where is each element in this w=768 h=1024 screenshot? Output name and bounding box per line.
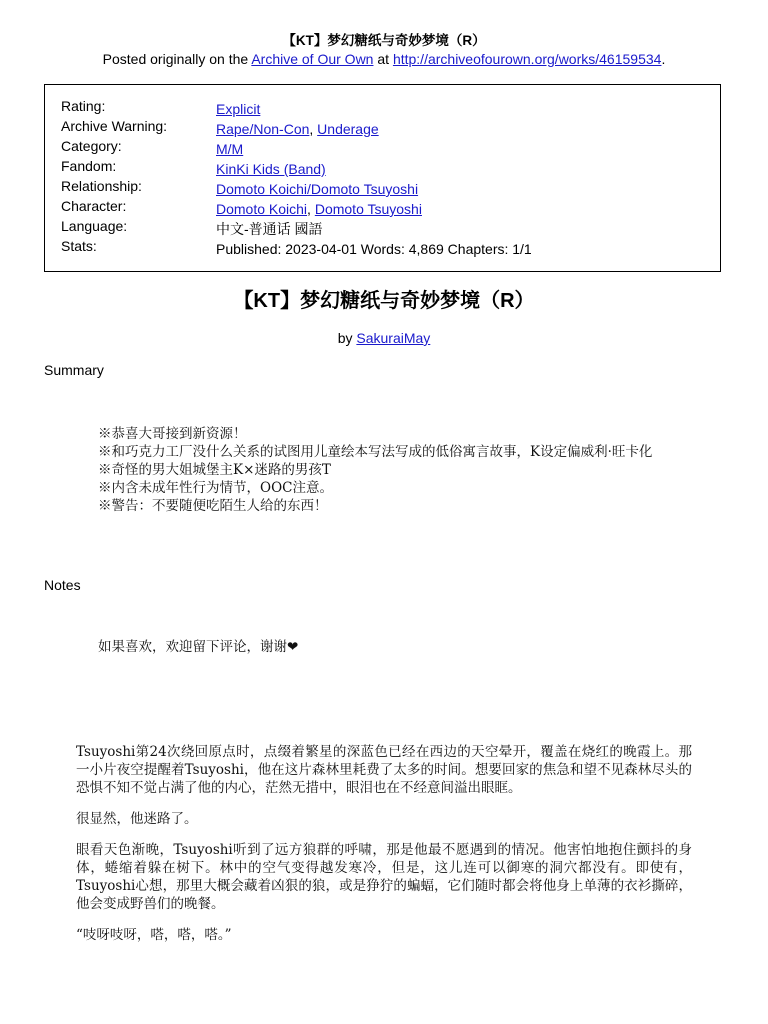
stats-value: Published: 2023-04-01 Words: 4,869 Chapters: 1/1 — [216, 241, 532, 257]
body-paragraph: Tsuyoshi第24次绕回原点时，点缀着繁星的深蓝色已经在西边的天空晕开，覆盖在烧红的晚霞上。那一小片夜空提醒着Tsuyoshi，他在这片森林里耗费了太多的时间。想要回家的焦急和望不见森林尽头的恐惧不知不觉占满了他的内心，茫然无措中，眼泪也在不经意间溢出眼眶。 — [76, 744, 692, 796]
header-title: 【KT】梦幻糖纸与奇妙梦境（R） — [282, 33, 486, 48]
category-label: Category: — [61, 138, 122, 154]
posted-suffix: . — [661, 51, 666, 67]
body-paragraph: “吱呀吱呀，嗒，嗒，嗒。” — [76, 927, 232, 943]
character-link-koichi[interactable]: Domoto Koichi — [216, 201, 308, 217]
fandom-link[interactable]: KinKi Kids (Band) — [216, 161, 326, 177]
relationship-label: Relationship: — [61, 178, 142, 194]
warning-label: Archive Warning: — [61, 118, 168, 134]
relationship-link[interactable]: Domoto Koichi/Domoto Tsuyoshi — [216, 181, 419, 197]
work-url-link[interactable]: http://archiveofourown.org/works/46159534 — [392, 51, 662, 67]
fandom-label: Fandom: — [61, 158, 117, 174]
warning-link-rape-noncon[interactable]: Rape/Non-Con — [216, 121, 310, 137]
posted-prefix: Posted originally on the — [102, 51, 252, 67]
character-separator: , — [307, 201, 315, 217]
metadata-box — [44, 84, 721, 272]
language-label: Language: — [61, 218, 128, 234]
rating-link[interactable]: Explicit — [216, 101, 261, 117]
stats-label: Stats: — [61, 238, 97, 254]
character-label: Character: — [61, 198, 127, 214]
rating-label: Rating: — [61, 98, 106, 114]
summary-line: ※警告：不要随便吃陌生人给的东西！ — [98, 498, 328, 514]
body-paragraph: 很显然，他迷路了。 — [76, 811, 198, 827]
chapter-body — [76, 743, 692, 957]
category-link[interactable]: M/M — [216, 141, 244, 157]
posted-mid: at — [373, 51, 393, 67]
posted-line — [0, 50, 768, 68]
summary-text — [98, 425, 678, 515]
summary-line: ※奇怪的男大姐城堡主K×迷路的男孩T — [98, 462, 331, 478]
notes-line: 如果喜欢，欢迎留下评论，谢谢❤ — [98, 639, 299, 655]
byline — [0, 329, 768, 347]
archive-link[interactable]: Archive of Our Own — [251, 51, 374, 67]
work-title: 【KT】梦幻糖纸与奇妙梦境（R） — [233, 290, 535, 312]
summary-heading: Summary — [44, 362, 104, 378]
body-paragraph: 眼看天色渐晚，Tsuyoshi听到了远方狼群的呼啸，那是他最不愿遇到的情况。他害怕地抱住颤抖的身体，蜷缩着躲在树下。林中的空气变得越发寒冷，但是，这儿连可以御寒的洞穴都没有。即使有，Tsuyoshi心想，那里大概会藏着凶狠的狼，或是狰狞的蝙蝠，它们随时都会将他身上单薄的衣衫撕碎，他会变成野兽们的晚餐。 — [76, 842, 692, 912]
notes-heading: Notes — [44, 577, 81, 593]
warning-link-underage[interactable]: Underage — [317, 121, 379, 137]
warning-separator: , — [309, 121, 318, 137]
author-link[interactable]: SakuraiMay — [356, 330, 431, 346]
summary-line: ※和巧克力工厂没什么关系的试图用儿童绘本写法写成的低俗寓言故事，K设定偏威利·旺卡化 — [98, 444, 653, 460]
notes-text — [98, 638, 678, 656]
summary-line: ※内含未成年性行为情节，OOC注意。 — [98, 480, 333, 496]
language-value: 中文-普通话 國語 — [216, 221, 323, 237]
character-link-tsuyoshi[interactable]: Domoto Tsuyoshi — [314, 201, 422, 217]
summary-line: ※恭喜大哥接到新资源！ — [98, 426, 247, 442]
byline-by: by — [337, 330, 357, 346]
